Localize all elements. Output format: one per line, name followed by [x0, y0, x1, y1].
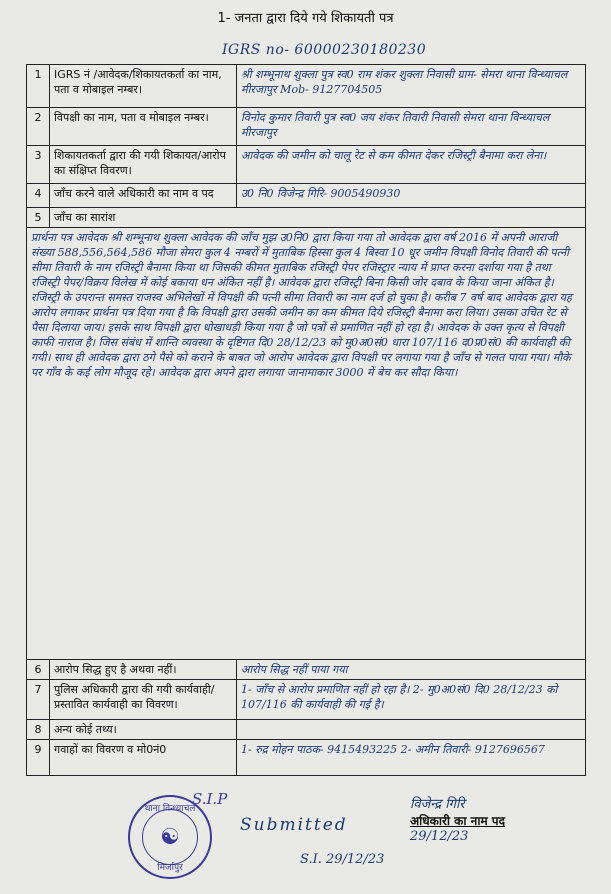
- complaint-form-table: [26, 64, 586, 776]
- row-number: 5: [27, 208, 50, 228]
- row-value: 1- जाँच से आरोप प्रमाणित नहीं हो रहा है। 2- मु0अ0सं0 दि0 28/12/23 को 107/116 की कार्यवाही की गई है।: [237, 680, 586, 720]
- row-number: 1: [27, 65, 50, 108]
- report-row: [27, 228, 586, 660]
- officer-label: अधिकारी का नाम पद: [410, 814, 505, 828]
- officer-signature: विजेन्द्र गिरि: [410, 797, 465, 812]
- row-value: [237, 720, 586, 740]
- row-value: 1- रुद्र मोहन पाठक- 9415493225 2- अमीन तिवारी- 9127696567: [237, 740, 586, 776]
- row-label: शिकायतकर्ता द्वारा की गयी शिकायत/आरोप का संक्षिप्त विवरण।: [50, 146, 237, 184]
- table-row: [27, 720, 586, 740]
- row-label: गवाहों का विवरण व मो0नं0: [50, 740, 237, 776]
- officer-date: 29/12/23: [410, 829, 469, 844]
- row-label: पुलिस अधिकारी द्वारा की गयी कार्यवाही/प्रस्तावित कार्यवाही का विवरण।: [50, 680, 237, 720]
- officer-signature-block: [410, 794, 505, 844]
- row-label: IGRS नं /आवेदक/शिकायतकर्ता का नाम, पता व मोबाइल नम्बर।: [50, 65, 237, 108]
- row-label: विपक्षी का नाम, पता व मोबाइल नम्बर।: [50, 108, 237, 146]
- stamp-initials: S.I.P: [192, 790, 228, 808]
- row-label: अन्य कोई तथ्य।: [50, 720, 237, 740]
- row-label: जाँच करने वाले अधिकारी का नाम व पद: [50, 184, 237, 208]
- table-row: [27, 680, 586, 720]
- row-number: 4: [27, 184, 50, 208]
- row-number: 9: [27, 740, 50, 776]
- table-row: [27, 65, 586, 108]
- row-number: 7: [27, 680, 50, 720]
- submitted-note: Submitted: [240, 815, 348, 835]
- igrs-number: IGRS no- 60000230180230: [222, 42, 427, 58]
- table-row: [27, 740, 586, 776]
- table-row: [27, 660, 586, 680]
- table-row: [27, 208, 586, 228]
- table-row: [27, 146, 586, 184]
- row-value: आरोप सिद्ध नहीं पाया गया: [237, 660, 586, 680]
- table-row: [27, 184, 586, 208]
- emblem-icon: ☯: [142, 809, 198, 865]
- row-number: 2: [27, 108, 50, 146]
- seal-bottom-text: मिर्जापुर: [157, 863, 183, 873]
- row-value: विनोद कुमार तिवारी पुत्र स्व0 जय शंकर तिवारी निवासी सेमरा थाना विन्ध्याचल मीरजापुर: [237, 108, 586, 146]
- row-value: उ0 नि0 विजेन्द्र गिरि- 9005490930: [237, 184, 586, 208]
- submitted-signature: S.I. 29/12/23: [300, 852, 385, 867]
- row-number: 6: [27, 660, 50, 680]
- row-number: 8: [27, 720, 50, 740]
- investigation-summary-text: प्रार्थना पत्र आवेदक श्री शम्भूनाथ शुक्ला आवेदक की जाँच मुझ उ0नि0 द्वारा किया गया तो आवेदक द्वारा वर्ष 2016 में अपनी आराजी संख्या 588,556,564,586 मौजा सेमरा कुल 4 नम्बरों में मुताबिक हिस्सा कुल 4 बिस्वा 10 धूर जमीन विपक्षी विनोद तिवारी की पत्नी सीमा तिवारी के नाम रजिस्ट्री बैनामा किया था जिसकी कीमत मुताबिक रजिस्ट्री पेपर रजिस्ट्रार न्याय में प्राप्त करना दर्शाया गया है तथा रजिस्ट्री पेपर/विक्रय विलेख में कोई बकाया धन अंकित नहीं है। आवेदक द्वारा रजिस्ट्री बिना किसी जोर दबाव के किया जाना अंकित है। रजिस्ट्री के उपरान्त समस्त राजस्व अभिलेखों में विपक्षी की पत्नी सीमा तिवारी का नाम दर्ज हो चुका है। करीब 7 वर्ष बाद आवेदक द्वारा यह आरोप लगाकर प्रार्थना पत्र दिया गया है कि विपक्षी द्वारा उसकी जमीन का कम कीमत दिये रजिस्ट्री बैनामा करा लिया। उसका उचित रेट से पैसा दिलाया जाय। इसके साथ विपक्षी द्वारा धोखाधड़ी किया गया है जो पत्रों से प्रमाणित नहीं हो रहा है। आवेदक के उक्त कृत्य से विपक्षी काफी नाराज है। जिस संबंध में शान्ति व्यवस्था के दृष्टिगत दि0 28/12/23 को मु0अ0सं0 धारा 107/116 द0प्र0सं0 की कार्यवाही की गयी। साथ ही आवेदक द्वारा ठगे पैसे को कराने के बाबत जो आरोप आवेदक द्वारा विपक्षी पर लगाया गया है जाँच से गलत पाया गया। मौके पर गाँव के कई लोग मौजूद रहे। आवेदक द्वारा अपने द्वारा लगाया जानामाकार 3000 में बेच कर सौदा किया।: [27, 228, 586, 660]
- row-value: आवेदक की जमीन को चालू रेट से कम कीमत देकर रजिस्ट्री बैनामा करा लेना।: [237, 146, 586, 184]
- row-label: जाँच का सारांश: [50, 208, 586, 228]
- row-number: 3: [27, 146, 50, 184]
- row-label: आरोप सिद्ध हुए है अथवा नहीं।: [50, 660, 237, 680]
- document-title: 1- जनता द्वारा दिये गये शिकायती पत्र: [217, 11, 394, 26]
- row-value: श्री शम्भूनाथ शुक्ला पुत्र स्व0 राम शंकर शुक्ला निवासी ग्राम- सेमरा थाना विन्ध्याचल मीरजापुर Mob- 9127704505: [237, 65, 586, 108]
- seal-top-text: थाना विन्ध्याचल: [144, 804, 196, 814]
- table-row: [27, 108, 586, 146]
